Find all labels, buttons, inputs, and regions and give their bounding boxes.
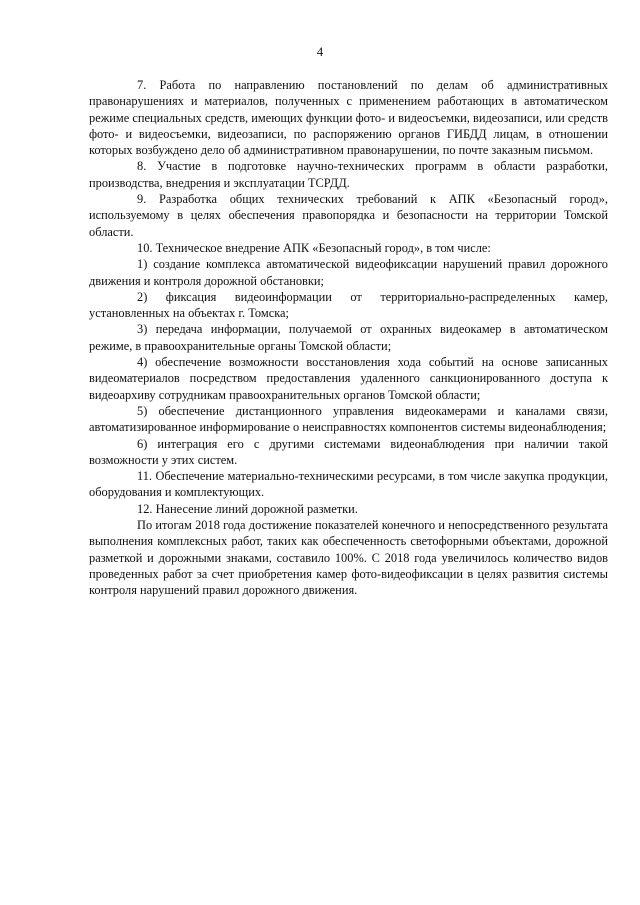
results-paragraph: По итогам 2018 года достижение показателей конечного и непосредственного результата выполнения комплексных работ, таких как обеспеченность светофорными объектами, дорожной разметкой и дорожными знаками, составило 100%. С 2018 года увеличилось количество видов проведенных работ за счет приобретения камер фото-видеофиксации в целях развития системы контроля нарушений правил дорожного движения. <box>89 518 608 598</box>
subitem-2: 2) фиксация видеоинформации от территориально-распределенных камер, установленных на объектах г. Томска; <box>89 289 608 321</box>
subitem-1: 1) создание комплекса автоматической видеофиксации нарушений правил дорожного движения и контроля дорожной обстановки; <box>89 257 608 288</box>
subitem-5: 5) обеспечение дистанционного управления видеокамерами и каналами связи, автоматизированное информирование о неисправностях компонентов системы видеонаблюдения; <box>89 403 608 435</box>
subitem-4: 4) обеспечение возможности восстановления хода событий на основе записанных видеоматериалов посредством предоставления удаленного санкционированного доступа к видеоархиву сотрудникам правоохранительных органов Томской области; <box>89 355 608 402</box>
paragraph-item-11: 11. Обеспечение материально-техническими ресурсами, в том числе закупка продукции, оборудования и комплектующих. <box>89 469 608 500</box>
paragraph-item-7: 7. Работа по направлению постановлений по делам об административных правонарушениях и материалов, полученных с применением работающих в автоматическом режиме специальных средств, имеющих функции фото- и видеосъемки, видеозаписи, или средств фото- и видеосъемки, видеозаписи, по распоряжению органов ГИБДД лицам, в отношении которых возбуждено дело об административном правонарушении, по почте заказным письмом. <box>89 78 608 158</box>
paragraph-item-9: 9. Разработка общих технических требований к АПК «Безопасный город», используемому в целях обеспечения правопорядка и безопасности на территории Томской области. <box>89 192 608 239</box>
subitem-6: 6) интеграция его с другими системами видеонаблюдения при наличии такой возможности у этих систем. <box>89 436 608 467</box>
subitem-3: 3) передача информации, получаемой от охранных видеокамер в автоматическом режиме, в правоохранительные органы Томской области; <box>89 322 608 353</box>
page-number: 4 <box>316 45 324 59</box>
document-body <box>89 77 608 599</box>
paragraph-item-8: 8. Участие в подготовке научно-технических программ в области разработки, производства, внедрения и эксплуатации ТСРДД. <box>89 159 608 190</box>
paragraph-item-12: 12. Нанесение линий дорожной разметки. <box>137 501 358 516</box>
paragraph-item-10: 10. Техническое внедрение АПК «Безопасный город», в том числе: <box>137 240 491 255</box>
